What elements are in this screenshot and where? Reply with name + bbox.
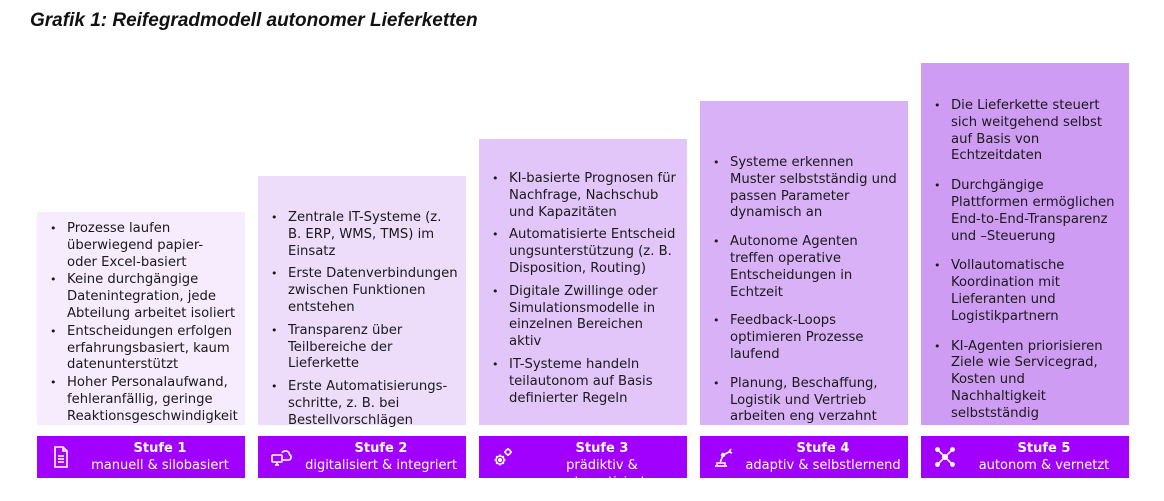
robot-arm-icon [712, 445, 736, 469]
stage-5-item-4: • KI-Agenten priorisieren Ziele wie Servicegrad, Kosten und Nachhaltigkeit selbstständig [931, 339, 1121, 423]
stage-1-item-3: • Entscheidungen erfolgen erfahrungsbasiert, kaum datenunterstützt [47, 324, 237, 374]
stage-4-item-4: • Planung, Beschaffung, Logistik und Vertrieb arbeiten eng verzahnt [710, 376, 900, 426]
stage-1-item-1: • Prozesse laufen überwiegend papier- oder Excel-basiert [47, 221, 237, 271]
stage-2-description: digitalisiert & integriert [305, 458, 457, 473]
stage-footer-5 [921, 436, 1129, 478]
stage-4-item-1: • Systeme erkennen Muster selbstständig und passen Parameter dynamisch an [710, 155, 900, 222]
stage-3-description: prädiktiv & automatisiert [558, 458, 646, 490]
stage-card-2 [258, 176, 466, 428]
stage-card-3 [479, 139, 687, 425]
stage-3-item-1: • KI-basierte Prognosen für Nachfrage, Nachschub und Kapazitäten [489, 171, 679, 221]
stage-5-description: autonom & vernetzt [978, 458, 1110, 473]
stage-5-list [931, 98, 1121, 423]
stage-2-item-4: • Erste Automatisierungs-schritte, z. B. bei Bestellvorschlägen [268, 379, 458, 429]
page-title: Grafik 1: Reifegradmodell autonomer Lieferketten [30, 10, 478, 31]
stage-footer-2 [258, 436, 466, 478]
document-icon [49, 445, 73, 469]
stage-4-item-3: • Feedback-Loops optimieren Prozesse laufend [710, 313, 900, 363]
stage-5-label [965, 441, 1123, 474]
stage-4-list [710, 155, 900, 426]
stage-card-1 [37, 212, 245, 425]
stage-5-item-3: • Vollautomatische Koordination mit Lieferanten und Logistikpartnern [931, 258, 1121, 325]
stage-3-list [489, 171, 679, 407]
stage-3-name: Stufe 3 [575, 441, 629, 456]
stage-1-list [47, 221, 237, 426]
stage-footer-4 [700, 436, 908, 478]
stage-footer-1 [37, 436, 245, 478]
stage-footer-3 [479, 436, 687, 490]
stage-2-name: Stufe 2 [354, 441, 408, 456]
stage-1-description: manuell & silobasiert [91, 458, 229, 473]
stage-4-label [744, 441, 902, 474]
cloud-monitor-icon [270, 445, 294, 469]
stage-card-5 [921, 63, 1129, 425]
stage-4-name: Stufe 4 [796, 441, 850, 456]
stage-5-name: Stufe 5 [1017, 441, 1071, 456]
stage-4-item-2: • Autonome Agenten treffen operative Entscheidungen in Echtzeit [710, 234, 900, 301]
stage-5-item-2: • Durchgängige Plattformen ermöglichen End-to-End-Transparenz und –Steuerung [931, 178, 1121, 245]
stage-4-description: adaptiv & selbstlernend [745, 458, 901, 473]
stage-3-item-3: • Digitale Zwillinge oder Simulationsmodelle in einzelnen Bereichen aktiv [489, 284, 679, 351]
gears-icon [491, 445, 515, 469]
stage-2-list [268, 210, 458, 430]
stage-5-item-1: • Die Lieferkette steuert sich weitgehend selbst auf Basis von Echtzeitdaten [931, 98, 1121, 165]
stage-3-item-2: • Automatisierte Entscheidungsunterstützung (z. B. Disposition, Routing) [489, 227, 679, 277]
stage-1-item-2: • Keine durchgängige Datenintegration, jede Abteilung arbeitet isoliert [47, 272, 237, 322]
stage-2-label [302, 441, 460, 474]
stage-card-4 [700, 101, 908, 425]
stage-2-item-1: • Zentrale IT-Systeme (z. B. ERP, WMS, TMS) im Einsatz [268, 210, 458, 260]
stage-3-item-4: • IT-Systeme handeln teilautonom auf Basis definierter Regeln [489, 357, 679, 407]
stage-1-label [81, 441, 239, 474]
stage-3-label [523, 441, 681, 491]
stage-2-item-3: • Transparenz über Teilbereiche der Lieferkette [268, 323, 458, 373]
stage-1-item-4: • Hoher Personalaufwand, fehleranfällig, geringe Reaktionsgeschwindigkeit [47, 375, 237, 425]
network-icon [933, 445, 957, 469]
stage-2-item-2: • Erste Datenverbindungen zwischen Funktionen entstehen [268, 266, 458, 316]
stage-1-name: Stufe 1 [133, 441, 187, 456]
